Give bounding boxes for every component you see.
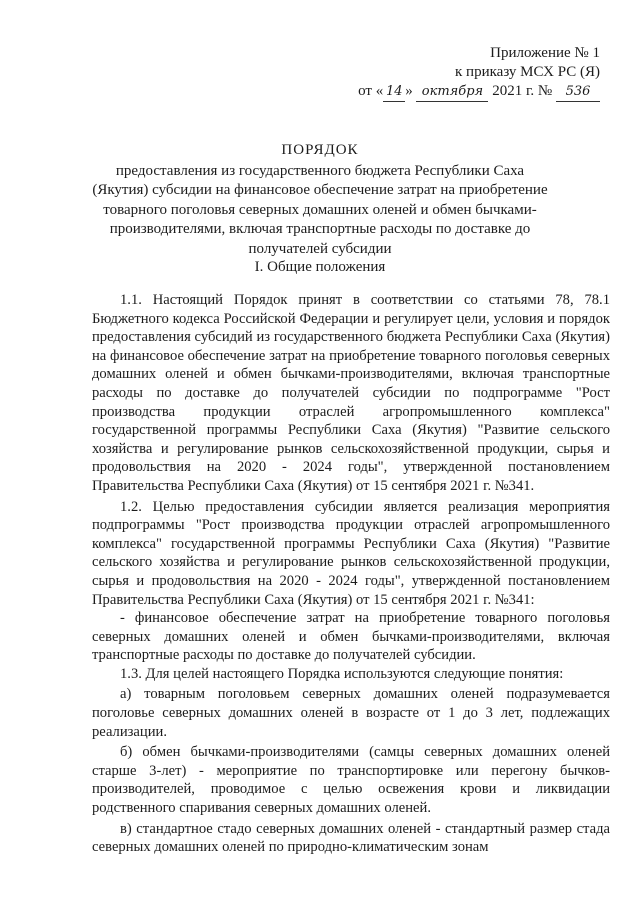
- date-day: 14: [383, 82, 405, 102]
- definition-c: в) стандартное стадо северных домашних оленей - стандартный размер стада северных домашних оленей по природно-климатическим зонам: [92, 820, 610, 856]
- definition-a: а) товарным поголовьем северных домашних оленей подразумевается поголовье северных домашних оленей в возрасте от 1 до 3 лет, подлежащих реализации.: [92, 686, 610, 740]
- paragraph-1-1: 1.1. Настоящий Порядок принят в соответствии со статьями 78, 78.1 Бюджетного кодекса Российской Федерации и регулирует цели, условия и порядок предоставления субсидий из государственного бюджета Республики Саха (Якутия) на финансовое обеспечение затрат на приобретение товарного поголовья северных домашних оленей и обмен бычками-производителями, включая транспортные расходы по доставке до получателей субсидии по подпрограмме "Рост производства продукции отраслей агропромышленного комплекса" государственной программы Республики Саха (Якутия) "Развитие сельского хозяйства и регулирование рынков сельскохозяйственной продукции, сырья и продовольствия на 2020 - 2024 годы", утвержденной постановлением Правительства Республики Саха (Якутия) от 15 сентября 2021 г. №341.: [92, 292, 610, 494]
- appendix-header: [358, 44, 600, 102]
- date-prefix: от «: [358, 83, 384, 99]
- document-title: ПОРЯДОК: [281, 142, 359, 158]
- document-title-block: [90, 141, 550, 259]
- paragraph-goal-item: - финансовое обеспечение затрат на приобретение товарного поголовья северных домашних оленей и обмен бычками-производителями, включая транспортные расходы по доставке до получателей субсидии.: [92, 610, 610, 664]
- section-heading: I. Общие положения: [254, 259, 386, 275]
- date-mid: »: [405, 83, 413, 99]
- paragraph-1-2: 1.2. Целью предоставления субсидии является реализация мероприятия подпрограммы "Рост производства продукции отраслей агропромышленного комплекса" государственной программы Республики Саха (Якутия) "Развитие сельского хозяйства и регулирование рынков сельскохозяйственной продукции, сырья и продовольствия на 2020 - 2024 годы", утвержденной постановлением Правительства Республики Саха (Якутия) от 15 сентября 2021 г. №341:: [92, 498, 610, 608]
- definition-b: б) обмен бычками-производителями (самцы северных домашних оленей старше 3-лет) - мероприятие по транспортировке или перегону бычков-производителей, проводимое с целью освежения крови и ликвидации родственного спаривания северных домашних оленей.: [92, 744, 610, 817]
- appendix-number: Приложение № 1: [490, 45, 600, 61]
- date-month: октября: [416, 82, 488, 102]
- appendix-order-ref: к приказу МСХ РС (Я): [455, 64, 600, 80]
- date-year: 2021 г. №: [492, 83, 553, 99]
- document-subtitle: предоставления из государственного бюджета Республики Саха (Якутия) субсидии на финансовое обеспечение затрат на приобретение товарного поголовья северных домашних оленей и обмен бычками-производителями, включая транспортные расходы по доставке до получателей субсидии: [92, 162, 548, 257]
- appendix-date-line: [358, 82, 600, 102]
- order-number: 536: [556, 82, 600, 102]
- paragraph-1-3: 1.3. Для целей настоящего Порядка используются следующие понятия:: [120, 665, 564, 682]
- document-body: [92, 291, 610, 857]
